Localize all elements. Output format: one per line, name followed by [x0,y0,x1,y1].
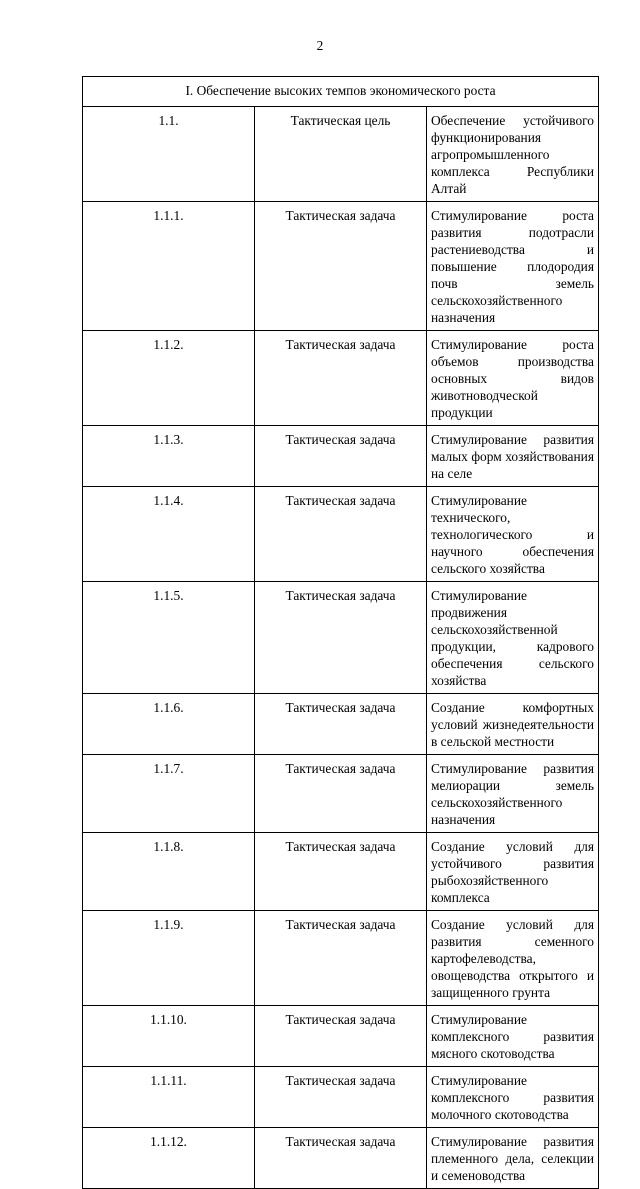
row-type: Тактическая задача [255,1128,427,1189]
table-row [83,107,599,202]
table-row [83,582,599,694]
table-row [83,202,599,331]
row-description: Создание условий для устойчивого развития рыбохозяйственного комплекса [427,833,599,911]
row-description: Стимулирование продвижения сельскохозяйственной продукции, кадрового обеспечения сельского хозяйства [427,582,599,694]
row-number: 1.1.9. [83,911,255,1006]
row-number: 1.1.1. [83,202,255,331]
row-number: 1.1.2. [83,331,255,426]
row-description: Стимулирование развития племенного дела, селекции и семеноводства [427,1128,599,1189]
table-row [83,1128,599,1189]
row-description: Стимулирование комплексного развития молочного скотоводства [427,1067,599,1128]
row-type: Тактическая задача [255,755,427,833]
row-type: Тактическая задача [255,487,427,582]
page-number: 2 [316,38,324,53]
row-number: 1.1.5. [83,582,255,694]
table-row [83,911,599,1006]
row-number: 1.1. [83,107,255,202]
row-type: Тактическая задача [255,694,427,755]
row-type: Тактическая цель [255,107,427,202]
row-number: 1.1.12. [83,1128,255,1189]
row-description: Обеспечение устойчивого функционирования агропромышленного комплекса Республики Алтай [427,107,599,202]
row-number: 1.1.7. [83,755,255,833]
table-row [83,694,599,755]
row-number: 1.1.11. [83,1067,255,1128]
table-row [83,833,599,911]
section-header-row [83,77,599,107]
row-type: Тактическая задача [255,331,427,426]
table-row [83,426,599,487]
row-number: 1.1.6. [83,694,255,755]
section-title: I. Обеспечение высоких темпов экономического роста [83,77,599,107]
row-number: 1.1.8. [83,833,255,911]
row-number: 1.1.4. [83,487,255,582]
row-description: Стимулирование развития малых форм хозяйствования на селе [427,426,599,487]
row-type: Тактическая задача [255,1006,427,1067]
row-type: Тактическая задача [255,833,427,911]
table-row [83,1067,599,1128]
row-description: Стимулирование комплексного развития мясного скотоводства [427,1006,599,1067]
row-number: 1.1.10. [83,1006,255,1067]
row-description: Стимулирование развития мелиорации земель сельскохозяйственного назначения [427,755,599,833]
row-description: Стимулирование роста развития подотрасли растениеводства и повышение плодородия почв земель сельскохозяйственного назначения [427,202,599,331]
row-number: 1.1.3. [83,426,255,487]
row-type: Тактическая задача [255,582,427,694]
row-type: Тактическая задача [255,911,427,1006]
row-description: Создание комфортных условий жизнедеятельности в сельской местности [427,694,599,755]
table-row [83,1006,599,1067]
row-description: Стимулирование роста объемов производства основных видов животноводческой продукции [427,331,599,426]
row-description: Создание условий для развития семенного картофелеводства, овощеводства открытого и защищенного грунта [427,911,599,1006]
table-row [83,755,599,833]
table-row [83,331,599,426]
row-type: Тактическая задача [255,426,427,487]
row-type: Тактическая задача [255,1067,427,1128]
goals-table [82,76,599,1189]
row-description: Стимулирование технического, технологического и научного обеспечения сельского хозяйства [427,487,599,582]
row-type: Тактическая задача [255,202,427,331]
table-row [83,487,599,582]
